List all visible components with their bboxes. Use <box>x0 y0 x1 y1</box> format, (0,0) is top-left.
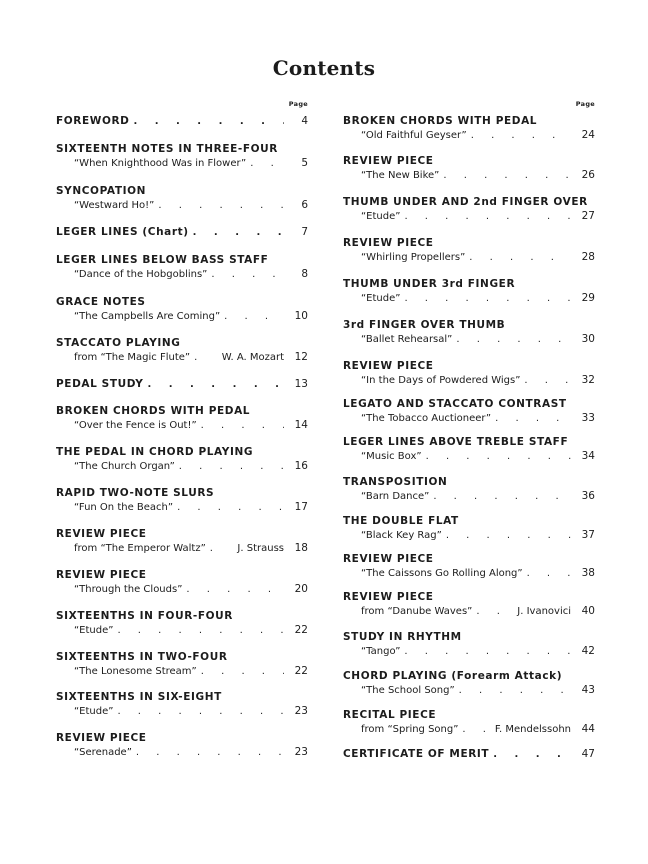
toc-heading <box>56 487 308 500</box>
toc-heading <box>56 337 308 350</box>
toc-heading-text: LEGER LINES BELOW BASS STAFF <box>56 254 269 266</box>
piece-title: “Dance of the Hobgoblins” <box>74 269 208 280</box>
page-number: 40 <box>581 605 595 617</box>
toc-heading <box>343 237 595 250</box>
toc-heading-text: REVIEW PIECE <box>343 155 434 167</box>
piece-title: “The Caissons Go Rolling Along” <box>361 568 523 579</box>
toc-heading-text: 3rd FINGER OVER THUMB <box>343 319 506 331</box>
page-number: 42 <box>581 645 595 657</box>
toc-entry <box>343 237 595 264</box>
piece-title: “Fun On the Beach” <box>74 502 174 513</box>
dot-leader <box>523 567 571 580</box>
toc-heading-text: STACCATO PLAYING <box>56 337 181 349</box>
toc-entry <box>343 709 595 736</box>
toc-heading-text: REVIEW PIECE <box>343 553 434 565</box>
toc-piece <box>56 199 308 212</box>
page-number: 23 <box>294 746 308 758</box>
toc-entry <box>343 591 595 618</box>
toc-heading-text: CERTIFICATE OF MERIT <box>343 748 490 760</box>
toc-heading <box>56 254 308 267</box>
page-column-label: Page <box>288 100 308 108</box>
toc-heading-text: CHORD PLAYING (Forearm Attack) <box>343 670 563 682</box>
toc-piece <box>343 169 595 182</box>
toc-heading <box>56 143 308 156</box>
composer-name: J. Strauss <box>237 543 284 554</box>
dot-leader <box>400 645 571 658</box>
toc-entry <box>56 378 308 391</box>
dot-leader <box>442 529 571 542</box>
toc-entry <box>56 691 308 718</box>
toc-heading-text: SIXTEENTHS IN FOUR-FOUR <box>56 610 233 622</box>
dot-leader <box>143 378 284 391</box>
toc-piece <box>56 419 308 432</box>
toc-heading <box>343 631 595 644</box>
piece-title: “Whirling Propellers” <box>361 252 466 263</box>
dot-leader <box>458 723 484 736</box>
toc-entry <box>343 476 595 503</box>
page-number: 47 <box>581 748 595 760</box>
toc-piece <box>343 251 595 264</box>
toc-heading <box>56 610 308 623</box>
toc-piece <box>343 412 595 425</box>
toc-heading-text: REVIEW PIECE <box>343 360 434 372</box>
piece-title: “Black Key Rag” <box>361 530 442 541</box>
page-number: 10 <box>294 310 308 322</box>
page-number: 43 <box>581 684 595 696</box>
piece-title: “Serenade” <box>74 747 132 758</box>
piece-title: “The Church Organ” <box>74 461 175 472</box>
piece-title: from “Spring Song” <box>361 724 459 735</box>
toc-piece <box>56 157 308 170</box>
composer-name: F. Mendelssohn <box>494 724 571 735</box>
composer-name: W. A. Mozart <box>221 352 284 363</box>
page-number: 22 <box>294 624 308 636</box>
toc-piece <box>343 645 595 658</box>
toc-heading <box>56 651 308 664</box>
toc-heading-text: THE DOUBLE FLAT <box>343 515 459 527</box>
composer-name: J. Ivanovici <box>517 606 571 617</box>
dot-leader <box>206 542 228 555</box>
piece-title: from “Danube Waves” <box>361 606 473 617</box>
toc-piece <box>343 129 595 142</box>
toc-entry <box>56 115 308 128</box>
toc-heading-text: REVIEW PIECE <box>56 732 147 744</box>
toc-entry <box>56 651 308 678</box>
dot-leader <box>190 351 212 364</box>
page-column-label: Page <box>575 100 595 108</box>
toc-piece <box>343 605 595 618</box>
piece-title: “Barn Dance” <box>361 491 430 502</box>
toc-piece <box>56 310 308 323</box>
toc-entry <box>56 446 308 473</box>
dot-leader <box>489 748 571 761</box>
piece-title: “Ballet Rehearsal” <box>361 334 453 345</box>
piece-title: from “The Emperor Waltz” <box>74 543 206 554</box>
page-number: 29 <box>581 292 595 304</box>
page-number: 36 <box>581 490 595 502</box>
page-number: 32 <box>581 374 595 386</box>
page-number: 8 <box>301 268 308 280</box>
toc-heading-text: RECITAL PIECE <box>343 709 437 721</box>
toc-heading <box>343 360 595 373</box>
dot-leader <box>197 665 284 678</box>
piece-title: “Etude” <box>361 211 401 222</box>
toc-heading <box>56 296 308 309</box>
toc-entry <box>343 155 595 182</box>
toc-piece <box>56 268 308 281</box>
page-number: 37 <box>581 529 595 541</box>
toc-piece <box>343 490 595 503</box>
page-number: 17 <box>294 501 308 513</box>
piece-title: “Through the Clouds” <box>74 584 183 595</box>
page-number: 18 <box>294 542 308 554</box>
toc-heading <box>56 378 308 391</box>
toc-entry <box>343 360 595 387</box>
dot-leader <box>132 746 284 759</box>
dot-leader <box>113 624 284 637</box>
page-number: 16 <box>294 460 308 472</box>
toc-heading-text: SIXTEENTHS IN SIX-EIGHT <box>56 691 222 703</box>
piece-title: “Westward Ho!” <box>74 200 155 211</box>
page-number: 13 <box>294 378 308 390</box>
toc-heading <box>56 732 308 745</box>
toc-entry <box>343 748 595 761</box>
toc-heading <box>343 515 595 528</box>
dot-leader <box>472 605 507 618</box>
dot-leader <box>429 490 571 503</box>
toc-heading <box>343 748 595 761</box>
toc-heading <box>343 155 595 168</box>
toc-heading <box>56 446 308 459</box>
dot-leader <box>452 333 571 346</box>
toc-entry <box>343 670 595 697</box>
toc-heading <box>56 185 308 198</box>
page-number: 44 <box>581 723 595 735</box>
toc-piece <box>56 705 308 718</box>
toc-entry <box>56 143 308 170</box>
page-number: 5 <box>301 157 308 169</box>
toc-heading <box>343 553 595 566</box>
page-number: 26 <box>581 169 595 181</box>
toc-heading-text: LEGATO AND STACCATO CONTRAST <box>343 398 567 410</box>
page-number: 34 <box>581 450 595 462</box>
toc-heading <box>343 278 595 291</box>
toc-heading-text: THUMB UNDER AND 2nd FINGER OVER <box>343 196 588 208</box>
dot-leader <box>189 226 284 239</box>
toc-heading <box>343 476 595 489</box>
dot-leader <box>173 501 284 514</box>
piece-title: “The School Song” <box>361 685 455 696</box>
toc-piece <box>343 374 595 387</box>
toc-heading <box>56 691 308 704</box>
toc-heading <box>343 670 595 683</box>
toc-piece <box>56 460 308 473</box>
page-number: 12 <box>294 351 308 363</box>
dot-leader <box>207 268 284 281</box>
dot-leader <box>400 210 571 223</box>
dot-leader <box>175 460 284 473</box>
dot-leader <box>246 157 284 170</box>
toc-entry <box>56 569 308 596</box>
toc-piece <box>343 333 595 346</box>
toc-piece <box>56 501 308 514</box>
toc-heading-text: SYNCOPATION <box>56 185 147 197</box>
toc-piece <box>343 450 595 463</box>
toc-piece <box>56 665 308 678</box>
page-number: 14 <box>294 419 308 431</box>
toc-heading-text: REVIEW PIECE <box>56 569 147 581</box>
page-number: 20 <box>294 583 308 595</box>
toc-heading-text: REVIEW PIECE <box>343 237 434 249</box>
toc-heading-text: PEDAL STUDY <box>56 378 144 390</box>
dot-leader <box>467 129 571 142</box>
toc-heading-text: LEGER LINES ABOVE TREBLE STAFF <box>343 436 569 448</box>
dot-leader <box>129 115 284 128</box>
piece-title: “The Campbells Are Coming” <box>74 311 221 322</box>
toc-heading-text: BROKEN CHORDS WITH PEDAL <box>343 115 538 127</box>
toc-piece <box>343 210 595 223</box>
dot-leader <box>154 199 284 212</box>
page-number: 24 <box>581 129 595 141</box>
dot-leader <box>465 251 571 264</box>
toc-heading <box>343 196 595 209</box>
toc-heading <box>56 226 308 239</box>
toc-heading <box>56 405 308 418</box>
toc-entry <box>343 278 595 305</box>
toc-heading-text: FOREWORD <box>56 115 130 127</box>
page-number: 23 <box>294 705 308 717</box>
toc-piece <box>56 583 308 596</box>
page-number: 27 <box>581 210 595 222</box>
toc-entry <box>343 553 595 580</box>
piece-title: “The Lonesome Stream” <box>74 666 197 677</box>
toc-heading-text: REVIEW PIECE <box>56 528 147 540</box>
toc-piece <box>56 542 308 555</box>
toc-entry <box>343 319 595 346</box>
page-number: 38 <box>581 567 595 579</box>
toc-entry <box>343 436 595 463</box>
piece-title: “Over the Fence is Out!” <box>74 420 197 431</box>
piece-title: “In the Days of Powdered Wigs” <box>361 375 521 386</box>
toc-heading <box>343 115 595 128</box>
dot-leader <box>439 169 571 182</box>
toc-heading <box>343 709 595 722</box>
page-number: 4 <box>301 115 308 127</box>
piece-title: “The Tobacco Auctioneer” <box>361 413 492 424</box>
toc-entry <box>343 196 595 223</box>
dot-leader <box>113 705 284 718</box>
toc-piece <box>56 624 308 637</box>
toc-entry <box>56 487 308 514</box>
toc-heading-text: BROKEN CHORDS WITH PEDAL <box>56 405 251 417</box>
toc-entry <box>343 398 595 425</box>
toc-heading <box>343 398 595 411</box>
toc-entry <box>343 631 595 658</box>
piece-title: “Tango” <box>361 646 401 657</box>
toc-entry <box>56 296 308 323</box>
dot-leader <box>455 684 571 697</box>
toc-entry <box>56 405 308 432</box>
toc-entry <box>343 515 595 542</box>
toc-piece <box>56 746 308 759</box>
toc-piece <box>343 292 595 305</box>
toc-heading-text: THE PEDAL IN CHORD PLAYING <box>56 446 254 458</box>
page-number: 22 <box>294 665 308 677</box>
toc-heading <box>343 591 595 604</box>
toc-heading-text: SIXTEENTHS IN TWO-FOUR <box>56 651 228 663</box>
dot-leader <box>182 583 284 596</box>
toc-entry <box>56 732 308 759</box>
piece-title: “Etude” <box>74 706 114 717</box>
dot-leader <box>197 419 284 432</box>
toc-heading-text: SIXTEENTH NOTES IN THREE-FOUR <box>56 143 278 155</box>
toc-entry <box>343 115 595 142</box>
page-number: 28 <box>581 251 595 263</box>
toc-heading <box>343 319 595 332</box>
dot-leader <box>520 374 571 387</box>
page-number: 6 <box>301 199 308 211</box>
toc-heading <box>56 569 308 582</box>
toc-piece <box>343 567 595 580</box>
toc-heading-text: STUDY IN RHYTHM <box>343 631 462 643</box>
toc-heading <box>343 436 595 449</box>
toc-entry <box>56 528 308 555</box>
toc-entry <box>56 185 308 212</box>
toc-piece <box>56 351 308 364</box>
piece-title: from “The Magic Flute” <box>74 352 191 363</box>
page-number: 30 <box>581 333 595 345</box>
toc-heading-text: GRACE NOTES <box>56 296 146 308</box>
piece-title: “Etude” <box>74 625 114 636</box>
dot-leader <box>220 310 284 323</box>
page-title: Contents <box>272 56 376 80</box>
toc-piece <box>343 529 595 542</box>
toc-piece <box>343 684 595 697</box>
piece-title: “The New Bike” <box>361 170 440 181</box>
toc-heading-text: LEGER LINES (Chart) <box>56 226 189 238</box>
toc-entry <box>56 226 308 239</box>
toc-heading-text: THUMB UNDER 3rd FINGER <box>343 278 516 290</box>
dot-leader <box>400 292 571 305</box>
toc-heading <box>56 528 308 541</box>
toc-heading-text: REVIEW PIECE <box>343 591 434 603</box>
page-number: 7 <box>301 226 308 238</box>
toc-heading-text: RAPID TWO-NOTE SLURS <box>56 487 215 499</box>
toc-entry <box>56 610 308 637</box>
dot-leader <box>491 412 571 425</box>
toc-entry <box>56 337 308 364</box>
dot-leader <box>422 450 571 463</box>
page-number: 33 <box>581 412 595 424</box>
toc-entry <box>56 254 308 281</box>
piece-title: “Music Box” <box>361 451 422 462</box>
piece-title: “Etude” <box>361 293 401 304</box>
piece-title: “Old Faithful Geyser” <box>361 130 467 141</box>
toc-piece <box>343 723 595 736</box>
toc-heading-text: TRANSPOSITION <box>343 476 448 488</box>
toc-heading <box>56 115 308 128</box>
piece-title: “When Knighthood Was in Flower” <box>74 158 247 169</box>
